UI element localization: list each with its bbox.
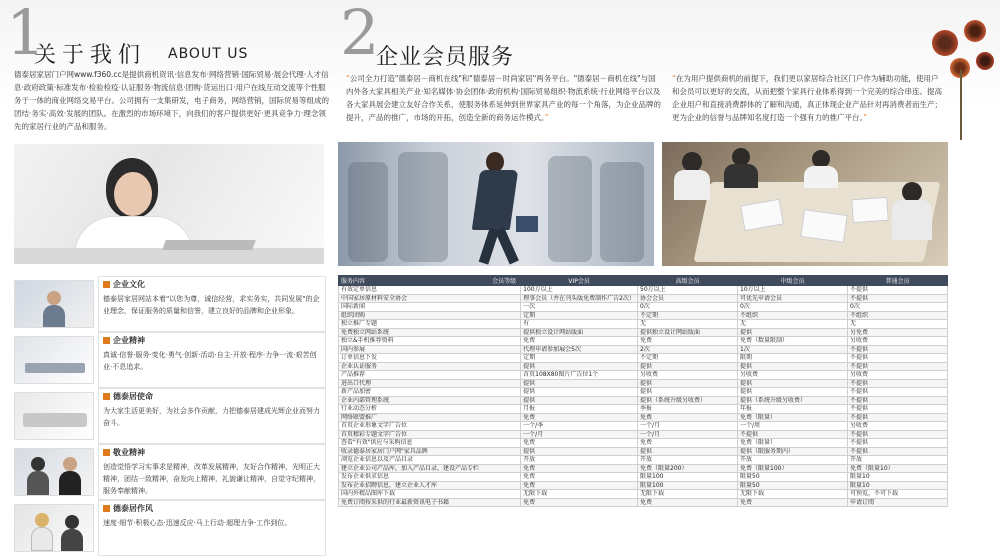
culture-item [14,332,326,388]
table-cell: 查看"有效"供应与采购信息 [339,439,521,448]
table-cell: 限量10 [848,481,948,490]
table-cell: 免费 [638,439,738,448]
table-cell: 另收费 [638,371,738,380]
table-cell: 免费（数量限制） [738,337,848,346]
table-row [339,388,948,397]
culture-thumb-photo [14,392,94,440]
table-cell: 不提供 [848,379,948,388]
table-cell: 另收费 [738,371,848,380]
culture-text: 德泰居家居网站本着"以您为尊，诚信经营，求实务实，共同发展"的企业理念，保证服务的质量和信誉，建立良好的品牌和企业形象。 [103,295,320,315]
table-cell: 理事会员（并在刊头版免费制作广告2次） [521,294,638,303]
table-cell: 企业内部管理系统 [339,396,521,405]
table-cell: 年报 [738,405,848,414]
table-cell: 提供 [738,379,848,388]
table-cell: 无 [848,320,948,329]
about-title-en: ABOUT US [168,46,249,62]
table-row [339,490,948,499]
table-cell: 订单信息下发 [339,354,521,363]
table-cell: 免费 [521,439,638,448]
table-cell: 提供（系统升级另收费） [638,396,738,405]
flower-decoration [920,0,1000,140]
table-row [339,413,948,422]
table-cell: 另免费 [848,328,948,337]
culture-text: 真诚·信誉·服务·变化·勇气·创新·活动·自主·开放·程序·力争一流·艰苦创业·不息追求。 [103,351,317,371]
table-row [339,464,948,473]
table-cell: 首页企业形象文字广告位 [339,422,521,431]
table-cell: 代理申请参加展会5次 [521,345,638,354]
culture-thumb-photo [14,448,94,496]
culture-list [14,276,326,552]
table-cell: 国内参展 [339,345,521,354]
table-cell: 提供 [638,447,738,456]
customer-service-photo [14,144,324,264]
table-row [339,328,948,337]
about-column [0,0,330,552]
table-row [339,362,948,371]
table-cell: 开放 [638,456,738,465]
table-header-row [339,276,948,286]
table-cell: 一次 [521,303,638,312]
table-cell: 不组织 [738,311,848,320]
table-row [339,286,948,295]
table-row [339,498,948,507]
service-intro-right: “在为用户提供商机的前提下，我们更以家居综合社区门户作为辅助功能，使用户和会员可以更好的交流，从而把整个家具行业体系得到一个完美的综合串连。提高企业用户和直接消费群体的了解和沟通，真正体现企业产品针对再消费者而生产；更为企业的信誉与品牌知名度打造一个强有力的推广平台。” [672,74,942,122]
table-cell: 有 [521,320,638,329]
table-cell: 另收费 [848,337,948,346]
table-cell: 开放 [738,456,848,465]
table-cell: 不提供 [848,286,948,295]
table-cell: 国际新闻 [339,303,521,312]
culture-title: 企业文化 [113,280,145,289]
table-cell: 免费（限量） [738,439,848,448]
table-row [339,303,948,312]
table-cell: 提供独立设计网站版面 [638,328,738,337]
table-cell: 免费 [521,498,638,507]
table-cell: 不提供 [738,430,848,439]
table-cell: 免费 [521,464,638,473]
table-cell: 不提供 [848,345,948,354]
table-cell: 提供（限服务期内） [738,447,848,456]
table-cell: 免费 [638,337,738,346]
table-cell: 组织团购 [339,311,521,320]
table-cell: 进出口代理 [339,379,521,388]
orange-square-icon [103,505,110,512]
table-cell: 中国家居原材料安全协会 [339,294,521,303]
about-number: 1 [6,0,46,69]
table-cell: 免费独立网站系统 [339,328,521,337]
table-cell: 国内外精品图库下载 [339,490,521,499]
table-cell: 免费 [521,473,638,482]
orange-square-icon [103,337,110,344]
table-cell: 提供 [521,388,638,397]
table-cell: 另收费 [848,371,948,380]
table-cell: 提供 [521,379,638,388]
table-cell: 不提供 [848,430,948,439]
table-cell: 申请订阅 [848,498,948,507]
table-row [339,473,948,482]
table-row [339,430,948,439]
table-cell: 不定期 [638,354,738,363]
header-member-grade: 会员等级 [492,278,517,285]
table-cell: 不提供 [848,447,948,456]
table-cell: 2次 [638,345,738,354]
table-cell: 另收费 [848,422,948,431]
header-senior: 高级会员 [638,276,738,286]
table-cell: 10万以上 [738,286,848,295]
table-cell: 不提供 [848,388,948,397]
table-cell: 提供 [638,379,738,388]
table-cell: 限量50 [738,481,848,490]
table-cell: 不提供 [848,354,948,363]
table-row [339,456,948,465]
about-heading [6,0,326,69]
table-cell: 免费订阅按采供的行业最新资讯电子书籍 [339,498,521,507]
table-cell: 提供 [521,396,638,405]
table-row [339,345,948,354]
table-row [339,371,948,380]
table-cell: 不提供 [848,439,948,448]
table-cell: 100万以上 [521,286,638,295]
service-intro-left: “公司全力打造"德泰居－商机在线"和"德泰居－时尚家居"两务平台。"德泰居－商机在线"与国内外各大家具相关产业·知名媒体·协会团体·政府机构·国际贸易组织·物流系统·行业网络平台以及各大家具展会建立友好合作关系，使服务体系延伸到世界家具产业的每一个角落，为企业品牌的提升，产品的推广，市场的开拓，创造全新的商务运作模式。” [346,74,661,122]
table-row [339,311,948,320]
table-cell: 可优先申请会员 [738,294,848,303]
table-cell: 免费（限量200） [638,464,738,473]
orange-square-icon [103,281,110,288]
table-cell: 不提供 [848,396,948,405]
culture-item [14,444,326,500]
table-cell: 提供 [521,362,638,371]
culture-thumb-photo [14,504,94,552]
table-cell: 限量100 [638,473,738,482]
table-cell: 免费（限量100） [738,464,848,473]
table-row [339,354,948,363]
culture-title: 德泰居使命 [113,392,153,401]
about-title: 关于我们 [34,43,147,68]
table-cell: 不提供 [848,362,948,371]
table-cell: 一个/月 [638,422,738,431]
table-cell: 限量50 [738,473,848,482]
table-cell: 协会会员 [638,294,738,303]
table-cell: 收录德泰居家居门户网"家具品牌 [339,447,521,456]
table-cell: 季报 [638,405,738,414]
table-cell: 提供 [738,328,848,337]
table-cell: 不提供 [848,413,948,422]
culture-text: 创造觉悟学习实事求是精神，改革发展精神，友好合作精神，光明正大精神，团结一致精神，奋发向上精神，礼貌谦让精神，自觉守纪精神，服务奉献精神。 [103,463,320,495]
table-cell: 无 [638,320,738,329]
table-cell: 不组织 [848,311,948,320]
table-cell: 不定期 [638,311,738,320]
table-cell: 提供 [638,362,738,371]
table-cell: 行业动态分析 [339,405,521,414]
table-row [339,337,948,346]
table-cell: 一个/月 [638,430,738,439]
table-cell: 有效定单信息 [339,286,521,295]
orange-square-icon [103,449,110,456]
table-row [339,422,948,431]
table-cell: 网络联盟推广 [339,413,521,422]
table-cell: 定期 [521,354,638,363]
culture-title: 德泰居作风 [113,504,153,513]
table-cell: 无限下载 [521,490,638,499]
service-title: 企业会员服务 [376,45,515,70]
table-cell: 提供 [738,388,848,397]
table-cell: 免费 [638,498,738,507]
table-cell: 免费 [521,337,638,346]
table-cell: 免费 [638,413,738,422]
table-cell: 免费 [738,498,848,507]
table-cell: 无限下载 [638,490,738,499]
table-cell: 0次 [738,303,848,312]
table-cell: 限期 [738,354,848,363]
table-cell: 免费（限量） [738,413,848,422]
culture-item [14,388,326,444]
table-body [339,286,948,507]
table-cell: 无限下载 [738,490,848,499]
table-cell: 浏览企业信息以及产品目录 [339,456,521,465]
table-cell: 限量10 [848,473,948,482]
table-cell: 提供 [738,362,848,371]
table-row [339,294,948,303]
table-cell: 开放 [521,456,638,465]
table-row [339,481,948,490]
table-cell: 免费 [521,413,638,422]
culture-title: 企业精神 [113,336,145,345]
table-cell: 首页108X80图片广告位1个 [521,371,638,380]
table-row [339,405,948,414]
table-cell: 开放 [848,456,948,465]
service-heading [340,0,640,70]
header-vip: VIP会员 [521,276,638,286]
table-cell: 可预览，不可下载 [848,490,948,499]
table-cell: 0次 [848,303,948,312]
table-cell: 定期 [521,311,638,320]
culture-thumb-photo [14,336,94,384]
table-cell: 建立企业公司产品库，加入产品目录，建设产品专栏 [339,464,521,473]
table-row [339,320,948,329]
table-cell: 独立推广专题 [339,320,521,329]
table-row [339,379,948,388]
table-cell: 免费（限量10） [848,464,948,473]
service-number: 2 [340,0,380,69]
culture-title: 敬业精神 [113,448,145,457]
table-row [339,396,948,405]
table-cell: 1次 [738,345,848,354]
table-cell: 首页精彩专题文字广告位 [339,430,521,439]
table-cell: 月报 [521,405,638,414]
table-cell: 提供（系统升级另收费） [738,396,848,405]
table-cell: 独立&手机推荐资料 [339,337,521,346]
table-cell: 50万以上 [638,286,738,295]
table-row [339,439,948,448]
table-row [339,447,948,456]
table-cell: 提供独立设计网站版面 [521,328,638,337]
table-cell: 企业认证服务 [339,362,521,371]
header-service-content: 服务内容 [341,278,366,285]
table-cell: 无 [738,320,848,329]
table-cell: 提供 [638,388,738,397]
culture-thumb-photo [14,280,94,328]
header-regular: 普通会员 [848,276,948,286]
table-cell: 提供 [521,447,638,456]
businessman-running-photo [338,142,654,266]
orange-square-icon [103,393,110,400]
business-meeting-photo [662,142,948,266]
header-middle: 中级会员 [738,276,848,286]
table-cell: 发布企业供求信息 [339,473,521,482]
about-intro: 德泰居家居门户网www.f360.cc是提供商机资讯·信息发布·网络营销·国际贸易·展会代理·人才信息·政府政策·标准发布·检验检疫·认证服务·物流信息·团购·货运出口·用户在线互动交流等个性服务于一体的商业网络交易平台。公司拥有一支集研发，电子商务，网络营销，国际贸易等组成的团结·务实·高效·发展的团队。在激烈的市场环境下，向我们的客户提供更好·更具竞争力·理念领先的家居行业的产品和服务。 [14,70,329,131]
table-cell: 0次 [638,303,738,312]
culture-text: 为大家生活更美好，为社会多作贡献，力把德泰居建成光辉企业而努力奋斗。 [103,407,320,427]
table-cell: 新产品加密 [339,388,521,397]
table-cell: 限量100 [638,481,738,490]
table-cell: 一个/周 [738,422,848,431]
table-cell: 产品推荐 [339,371,521,380]
table-cell: 不提供 [848,294,948,303]
culture-item [14,276,326,332]
culture-item [14,500,326,556]
table-cell: 一个/季 [521,422,638,431]
table-cell: 发布企业招聘信息，建立企业人才库 [339,481,521,490]
membership-table [338,275,948,507]
table-cell: 一个/月 [521,430,638,439]
table-cell: 不提供 [848,405,948,414]
table-cell: 免费 [521,481,638,490]
culture-text: 速度·细节·积极心态·迅速反应·马上行动·超理力争·工作到位。 [103,519,292,527]
